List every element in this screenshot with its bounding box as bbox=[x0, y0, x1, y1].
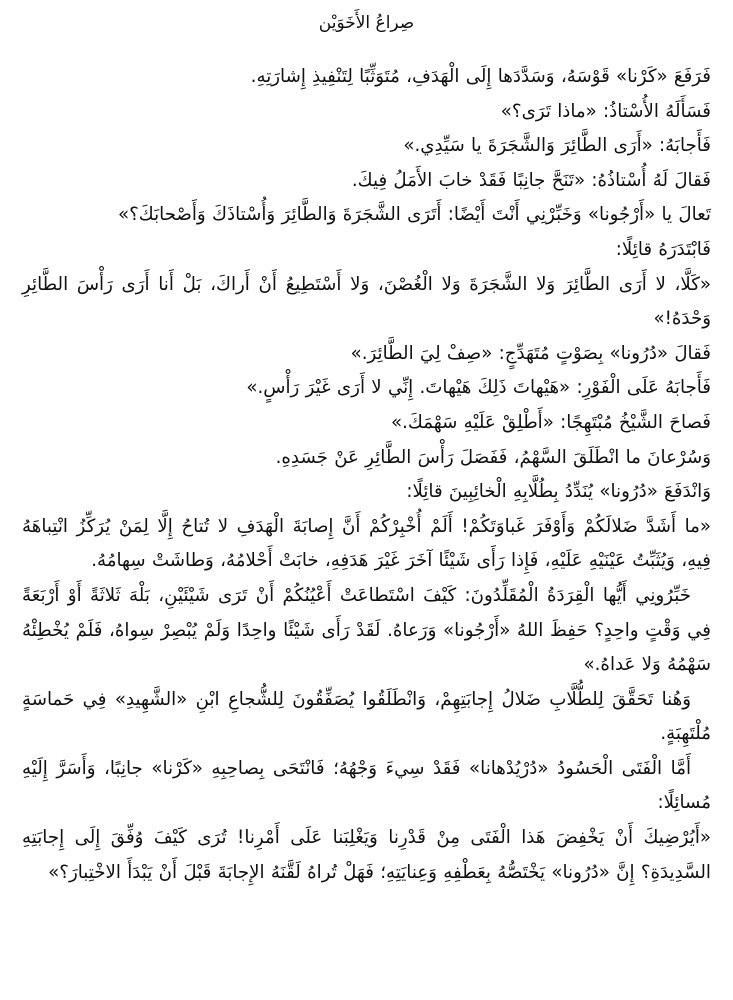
paragraph: أَمَّا الْفَتَى الْحَسُودُ «دُرْيُدْهانا» فَقَدْ سِيءَ وَجْهُهُ؛ فَانْتَحَى بِصاحِبِهِ «كَرْنا» جانِبًا، وَأَسَرَّ إِلَيْهِ مُسائِلًا: bbox=[22, 757, 711, 814]
page-title: صِراعُ الأَخَوَيْن bbox=[318, 13, 415, 33]
paragraph: وَهُنا تَحَقَّقَ لِلطُّلَّابِ ضَلالُ إِجابَتِهِمْ، وَانْطَلَقُوا يُصَفِّقُونَ لِلشُّجاعِ ابْنِ «الشَّهِيدِ» فِي حَماسَةٍ مُلْتَهِبَةٍ. bbox=[22, 688, 711, 745]
paragraph: «أَيُرْضِيكَ أَنْ يَخْفِضَ هَذا الْفَتَى مِنْ قَدْرِنا وَيَغْلِبَنا عَلَى أَمْرِنا! تُرَى كَيْفَ وُفِّقَ إِلَى إِجابَتِهِ السَّدِيدَةِ؟ إِنَّ «دُرُونا» يَخْتَصُّهُ بِعَطْفِهِ وَعِنايَتِهِ؛ فَهَلْ تُراهُ لَقَّنَهُ الإِجابَةَ قَبْلَ أَنْ يَبْدَأَ الاخْتِبارَ؟» bbox=[22, 827, 711, 883]
paragraph: فَرَفَعَ «كَرْنا» قَوْسَهُ، وَسَدَّدَها إِلَى الْهَدَفِ، مُتَوَثِّبًا لِتَنْفِيذِ إِشارَتِهِ. bbox=[250, 66, 711, 87]
paragraph: تَعالَ يا «أَرْجُونا» وَخَبِّرْنِي أَنْتَ أَيْضًا: أَتَرَى الشَّجَرَةَ وَالطَّائِرَ وَأُسْتاذَكَ وَأَصْحابَكَ؟» bbox=[117, 204, 711, 226]
paragraph: وَانْدَفَعَ «دُرُونا» يُنَدِّدُ بِطُلَّابِهِ الْخائِبِينَ قائِلًا: bbox=[406, 481, 711, 503]
paragraph: فَصاحَ الشَّيْخُ مُبْتَهِجًا: «أَطْلِقْ عَلَيْهِ سَهْمَكَ.» bbox=[390, 411, 711, 433]
paragraph: «كَلَّا، لا أَرَى الطَّائِرَ وَلا الشَّجَرَةَ وَلا الْغُصْنَ، وَلا أَسْتَطِيعُ أَنْ أَراكَ، بَلْ أَنا أَرَى رَأْسَ الطَّائِرِ وَحْدَهُ!» bbox=[22, 273, 711, 330]
paragraph: «ما أَشَدَّ ضَلالَكُمْ وَأَوْفَرَ غَباوَتَكُمْ! أَلَمْ أُخْبِرْكُمْ أَنَّ إِصابَةَ الْهَدَفِ لا تُتاحُ إِلَّا لِمَنْ يُرَكِّزُ انْتِباهَهُ فِيهِ، وَيُثَبِّتُ عَيْنَيْهِ عَلَيْهِ، فَإِذا رَأَى شَيْئًا آخَرَ غَيْرَ هَدَفِهِ، خابَتْ أَحْلامُهُ، وَطاشَتْ سِهامُهُ. bbox=[22, 515, 711, 572]
paragraph: فَسَأَلَهُ الأُسْتاذُ: «ماذا تَرَى؟» bbox=[500, 100, 711, 122]
paragraph: فَابْتَدَرَهُ قائِلًا: bbox=[615, 238, 711, 260]
paragraph: خَبِّرُونِي أَيُّها الْقِرَدَةُ الْمُقَلِّدُونَ: كَيْفَ اسْتَطاعَتْ أَعْيُنُكُمْ أَنْ تَرَى شَيْئَيْنِ، بَلْهَ ثَلاثَةً أَوْ أَرْبَعَةً فِي وَقْتٍ واحِدٍ؟ حَفِظَ اللهُ «أَرْجُونا» وَرَعاهُ. لَقَدْ رَأَى شَيْئًا واحِدًا وَلَمْ يُبْصِرْ سِواهُ، فَلَمْ يُخْطِئْهُ سَهْمُهُ وَلا عَداهُ.» bbox=[22, 584, 711, 676]
paragraph: فَقالَ لَهُ أُسْتاذُهُ: «تَنَحَّ جانِبًا فَقَدْ خابَ الأَمَلُ فِيكَ. bbox=[351, 169, 711, 191]
paragraph: فَأَجابَهُ عَلَى الْفَوْرِ: «هَيْهاتَ ذَلِكَ هَيْهاتَ. إِنِّي لا أَرَى غَيْرَ رَأْسٍ.» bbox=[246, 377, 711, 399]
paragraph: فَقالَ «دُرُونا» بِصَوْتٍ مُتَهَدِّجٍ: «صِفْ لِيَ الطَّائِرَ.» bbox=[350, 342, 711, 364]
paragraph: فَأَجابَهُ: «أَرَى الطَّائِرَ وَالشَّجَرَةَ يا سَيِّدِي.» bbox=[403, 135, 711, 157]
paragraph: وَسُرْعانَ ما انْطَلَقَ السَّهْمُ، فَفَصَلَ رَأْسَ الطَّائِرِ عَنْ جَسَدِهِ. bbox=[275, 446, 711, 468]
